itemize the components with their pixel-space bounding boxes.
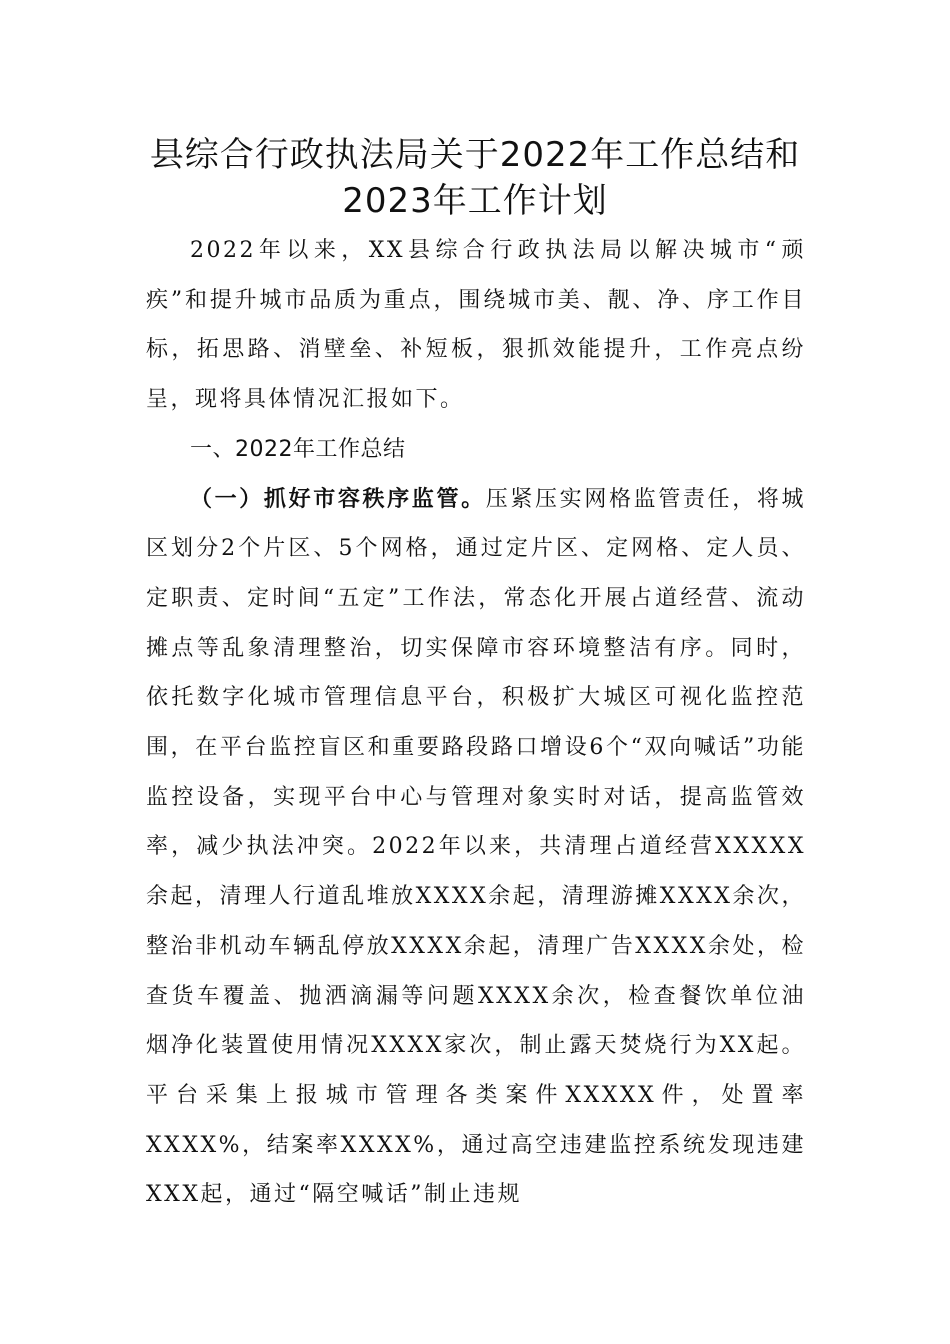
subsection-text: 压紧压实网格监管责任，将城区划分2个片区、5个网格，通过定片区、定网格、定人员、定职责、定时间“五定”工作法，常态化开展占道经营、流动摊点等乱象清理整治，切实保障市容环境整洁有序。同时，依托数字化城市管理信息平台，积极扩大城区可视化监控范围，在平台监控盲区和重要路段路口增设6个“双向喊话”功能监控设备，实现平台中心与管理对象实时对话，提高监管效率，减少执法冲突。2022年以来，共清理占道经营XXXXX余起，清理人行道乱堆放XXXX余起，清理游摊XXXX余次，整治非机动车辆乱停放XXXX余起，清理广告XXXX余处，检查货车覆盖、抛洒滴漏等问题XXXX余次，检查餐饮单位油烟净化装置使用情况XXXX家次，制止露天焚烧行为XX起。平台采集上报城市管理各类案件XXXXX件，处置率XXXX%，结案率XXXX%，通过高空违建监控系统发现违建XXX起，通过“隔空喊话”制止违规 <box>146 486 806 1208</box>
subsection-heading: （一）抓好市容秩序监管。 <box>190 485 486 512</box>
document-title-line-2: 2023年工作计划 <box>342 181 608 221</box>
section-heading: 一、2022年工作总结 <box>190 436 406 462</box>
subsection-paragraph <box>146 475 806 1221</box>
document-title-line-1: 县综合行政执法局关于2022年工作总结和 <box>149 135 801 175</box>
intro-paragraph: 2022年以来，XX县综合行政执法局以解决城市“顽疾”和提升城市品质为重点，围绕城市美、靓、净、序工作目标，拓思路、消壁垒、补短板，狠抓效能提升，工作亮点纷呈，现将具体情况汇报如下。 <box>146 238 806 413</box>
document-body <box>146 226 806 1220</box>
